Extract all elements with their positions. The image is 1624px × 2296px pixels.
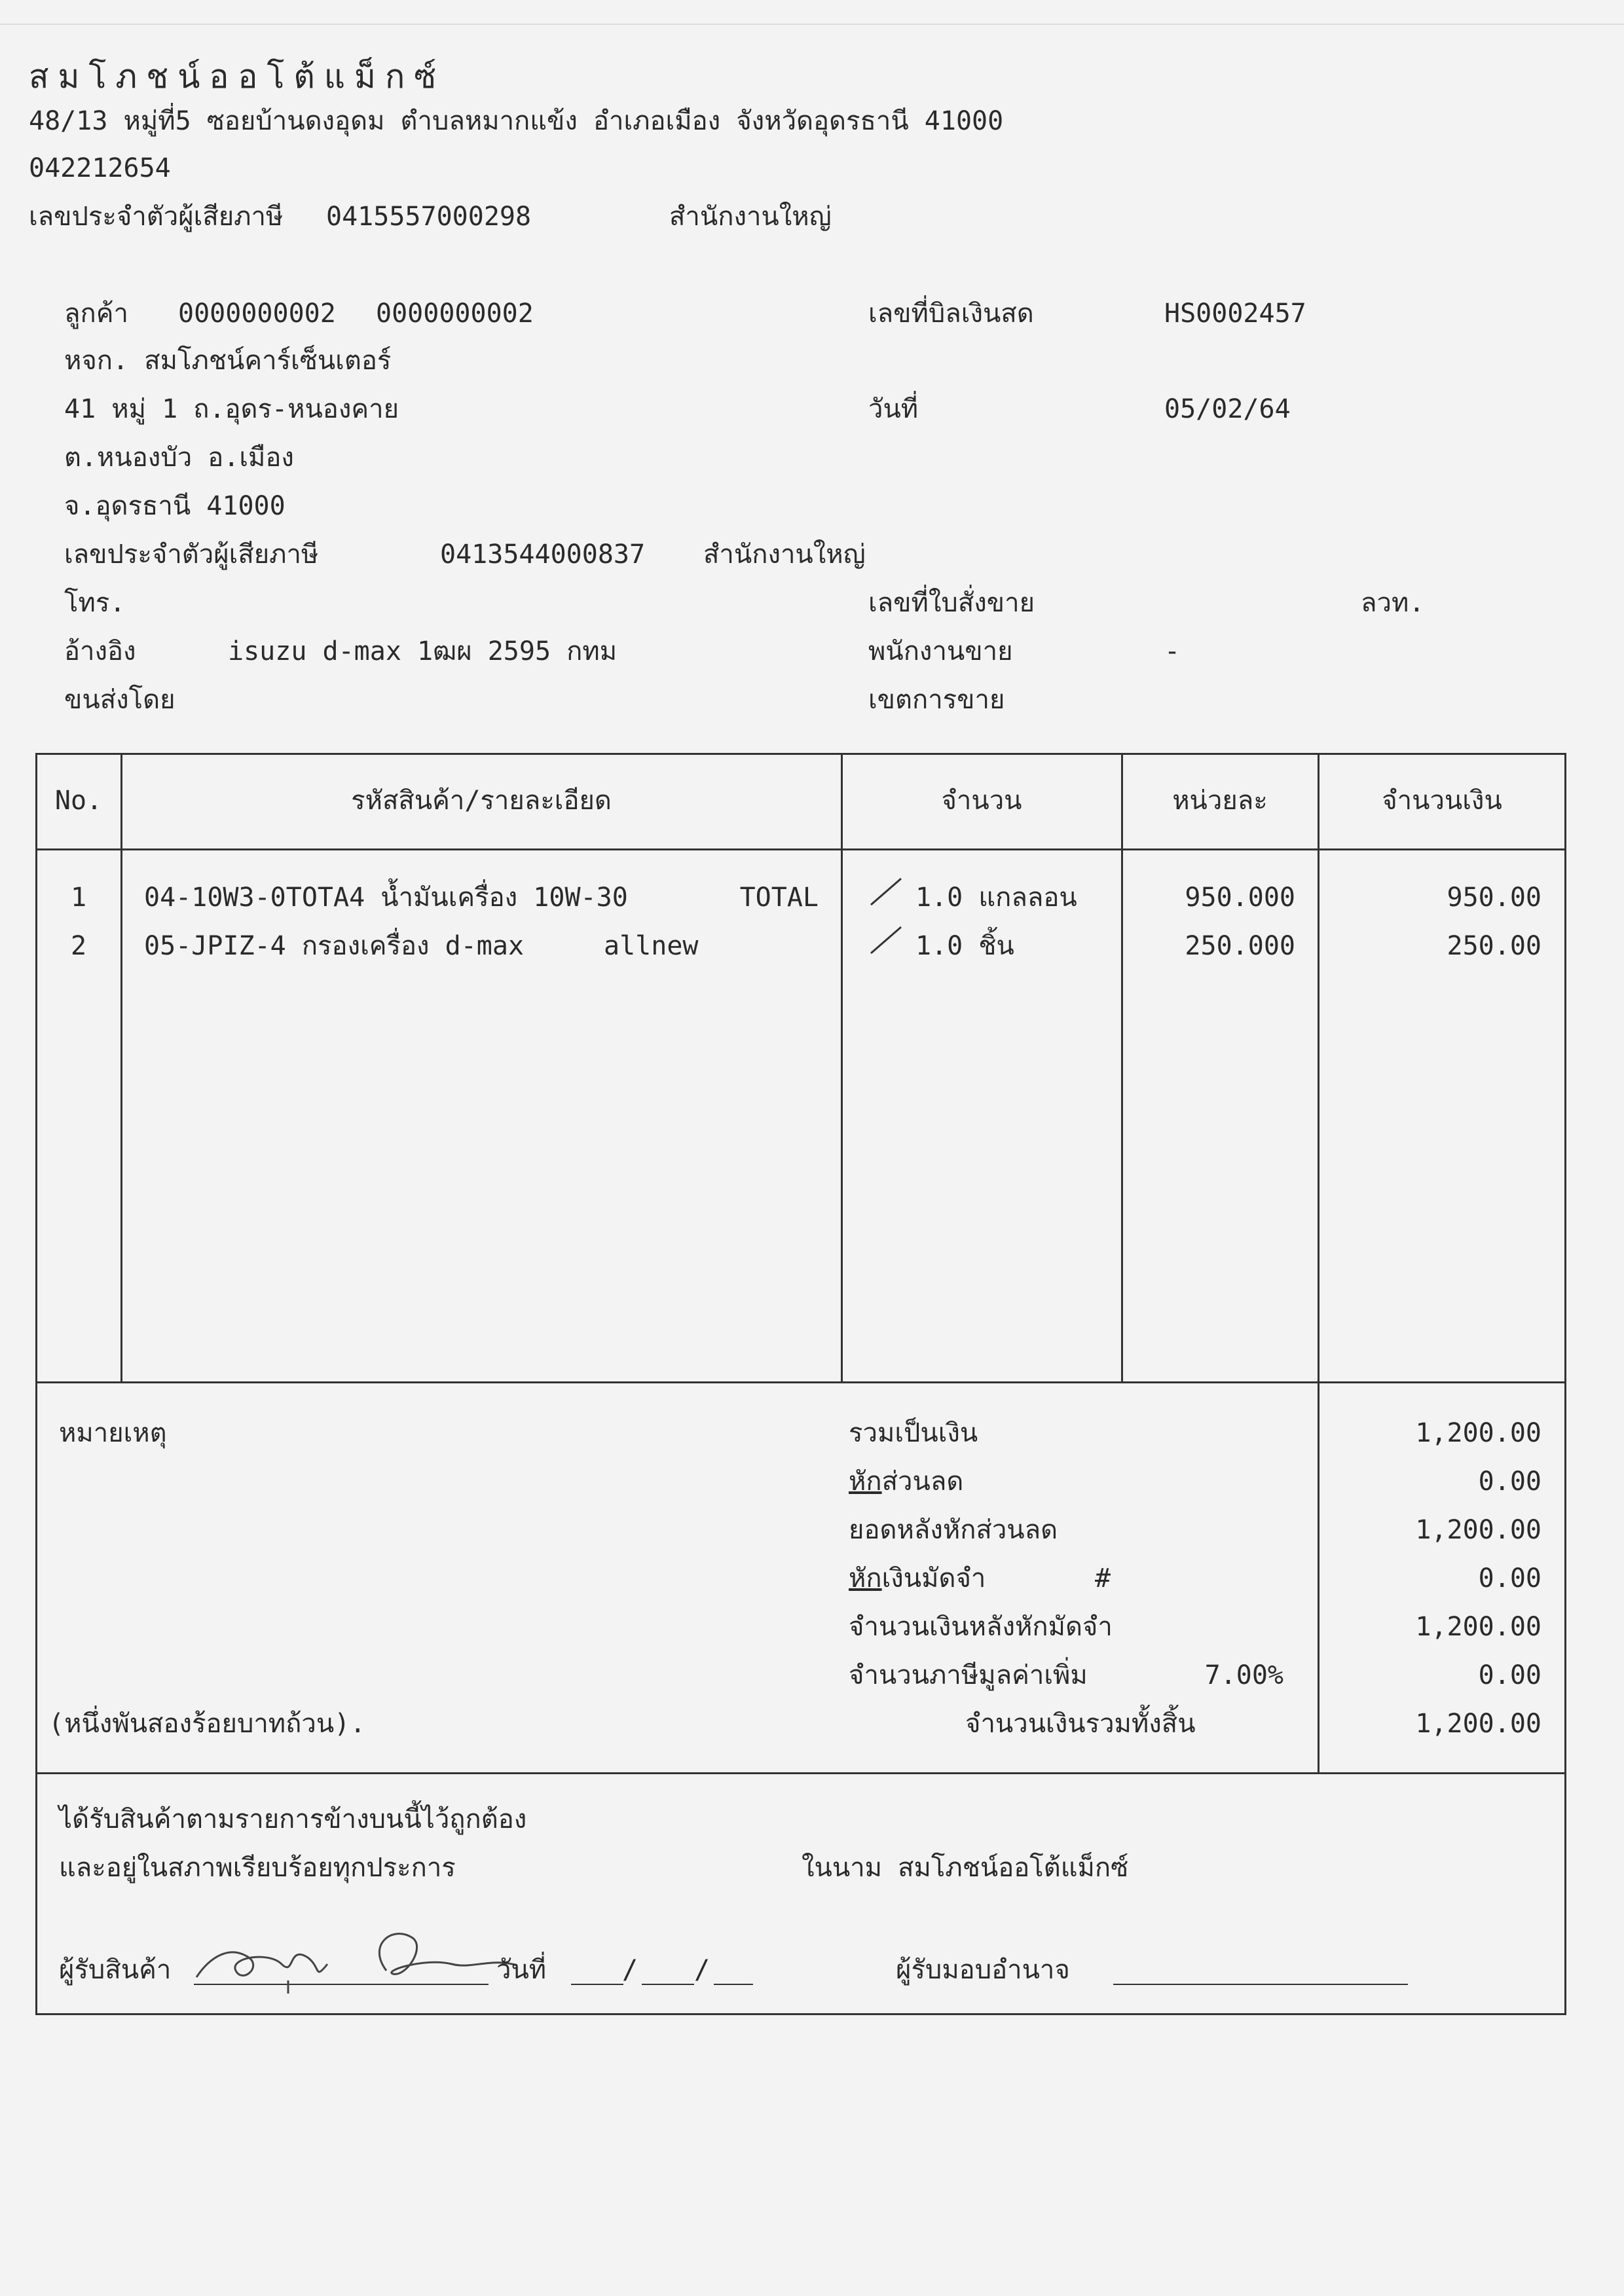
receive-date-day — [571, 1984, 623, 1985]
header-no: No. — [54, 786, 103, 816]
discount-label-text: ส่วนลด — [881, 1467, 964, 1497]
row-description: 04-10W3-0TOTA4 น้ำมันเครื่อง 10W-30 — [144, 883, 628, 913]
company-tax-id: 0415557000298 — [326, 202, 532, 232]
customer-tax-label: เลขประจำตัวผู้เสียภาษี — [64, 539, 319, 570]
deposit-label — [849, 1562, 986, 1595]
grand-total-label: จำนวนเงินรวมทั้งสิ้น — [965, 1709, 1196, 1739]
receive-date-month — [642, 1984, 694, 1985]
date-value: 05/02/64 — [1164, 394, 1291, 424]
after-deposit-label: จำนวนเงินหลังหักมัดจำ — [849, 1612, 1113, 1642]
received-line-1: ได้รับสินค้าตามรายการข้างบนนี้ไว้ถูกต้อง — [59, 1804, 527, 1834]
date-separator: / — [694, 1955, 710, 1985]
row-unit-price: 250.000 — [1185, 931, 1295, 961]
handwritten-signature — [190, 1918, 530, 1997]
customer-label: ลูกค้า — [64, 299, 128, 329]
customer-address-2: ต.หนองบัว อ.เมือง — [64, 443, 294, 473]
bill-number-label: เลขที่บิลเงินสด — [868, 299, 1034, 329]
customer-address-1: 41 หมู่ 1 ถ.อุดร-หนองคาย — [64, 394, 399, 424]
table-col-divider — [1318, 753, 1320, 1383]
header-quantity: จำนวน — [941, 786, 1022, 816]
discount-label-deduct: หัก — [849, 1467, 882, 1497]
company-tax-label: เลขประจำตัวผู้เสียภาษี — [29, 202, 284, 232]
receive-date-label: วันที่ — [496, 1955, 547, 1985]
vat-label: จำนวนภาษีมูลค่าเพิ่ม — [849, 1660, 1088, 1690]
check-mark-icon — [868, 876, 905, 909]
deposit-label-text: เงินมัดจำ — [881, 1563, 986, 1594]
deposit-value: 0.00 — [1478, 1563, 1541, 1594]
salesman-label: พนักงานขาย — [868, 636, 1013, 666]
customer-address-3: จ.อุดรธานี 41000 — [64, 491, 286, 521]
discount-value: 0.00 — [1478, 1467, 1541, 1497]
sales-area-label: เขตการขาย — [868, 685, 1005, 715]
header-unit-price: หน่วยละ — [1172, 786, 1268, 816]
row-brand: allnew — [604, 931, 699, 961]
row-unit-price: 950.000 — [1185, 883, 1295, 913]
authorized-label: ผู้รับมอบอำนาจ — [896, 1955, 1070, 1985]
customer-code-1: 0000000002 — [178, 299, 336, 329]
subtotal-label: รวมเป็นเงิน — [849, 1418, 978, 1448]
customer-code-2: 0000000002 — [376, 299, 534, 329]
remark-label: หมายเหตุ — [59, 1418, 167, 1448]
customer-tax-id: 0413544000837 — [440, 539, 646, 570]
vat-value: 0.00 — [1478, 1660, 1541, 1690]
header-description: รหัสสินค้า/รายละเอียด — [351, 786, 612, 816]
table-col-divider — [1121, 753, 1123, 1383]
salesman-value: - — [1164, 636, 1181, 666]
company-branch: สำนักงานใหญ่ — [669, 202, 832, 232]
grand-total-value: 1,200.00 — [1415, 1709, 1541, 1739]
table-header-divider — [35, 848, 1566, 850]
row-quantity: 1.0 ชิ้น — [915, 931, 1014, 961]
header-amount: จำนวนเงิน — [1382, 786, 1502, 816]
table-col-divider — [120, 753, 122, 1383]
scan-top-edge — [0, 24, 1624, 25]
subtotal-value: 1,200.00 — [1415, 1418, 1541, 1448]
customer-branch: สำนักงานใหญ่ — [703, 539, 866, 570]
row-quantity: 1.0 แกลลอน — [915, 883, 1077, 913]
sales-order-label: เลขที่ใบสั่งขาย — [868, 588, 1035, 618]
customer-phone-label: โทร. — [64, 588, 126, 618]
sales-order-suffix: ลวท. — [1361, 588, 1425, 618]
company-address: 48/13 หมู่ที่5 ซอยบ้านดงอุดม ตำบลหมากแข้ง อำเภอเมือง จังหวัดอุดรธานี 41000 — [29, 106, 1004, 136]
row-description: 05-JPIZ-4 กรองเครื่อง d-max — [144, 931, 525, 961]
customer-name: หจก. สมโภชน์คาร์เซ็นเตอร์ — [64, 346, 392, 376]
date-separator: / — [622, 1955, 638, 1985]
row-brand: TOTAL — [739, 883, 819, 913]
row-amount: 250.00 — [1447, 931, 1541, 961]
row-amount: 950.00 — [1447, 883, 1541, 913]
company-phone: 042212654 — [29, 153, 171, 183]
vat-rate: 7.00% — [1204, 1660, 1283, 1690]
receive-date-year — [714, 1984, 753, 1985]
deposit-label-deduct: หัก — [849, 1563, 882, 1594]
authorized-signature-line — [1113, 1984, 1408, 1985]
after-deposit-value: 1,200.00 — [1415, 1612, 1541, 1642]
reference-value: isuzu d-max 1ฒผ 2595 กทม — [228, 636, 618, 666]
date-label: วันที่ — [868, 394, 919, 424]
shipping-label: ขนส่งโดย — [64, 685, 175, 715]
reference-label: อ้างอิง — [64, 636, 136, 666]
receiver-label: ผู้รับสินค้า — [59, 1955, 172, 1985]
discount-label — [849, 1465, 963, 1498]
received-line-2: และอยู่ในสภาพเรียบร้อยทุกประการ — [59, 1853, 456, 1883]
after-discount-value: 1,200.00 — [1415, 1515, 1541, 1545]
items-table — [35, 753, 1566, 1383]
deposit-mark: # — [1095, 1563, 1111, 1594]
on-behalf-text: ในนาม สมโภชน์ออโต้แม็กซ์ — [802, 1853, 1129, 1883]
after-discount-label: ยอดหลังหักส่วนลด — [849, 1515, 1058, 1545]
table-col-divider — [841, 753, 843, 1383]
bill-number: HS0002457 — [1164, 299, 1306, 329]
company-name: สมโภชน์ออโต้แม็กซ์ — [29, 58, 446, 96]
row-no: 1 — [70, 883, 87, 913]
check-mark-icon — [868, 924, 905, 957]
amount-in-words: (หนึ่งพันสองร้อยบาทถ้วน). — [48, 1709, 366, 1739]
row-no: 2 — [70, 931, 87, 961]
